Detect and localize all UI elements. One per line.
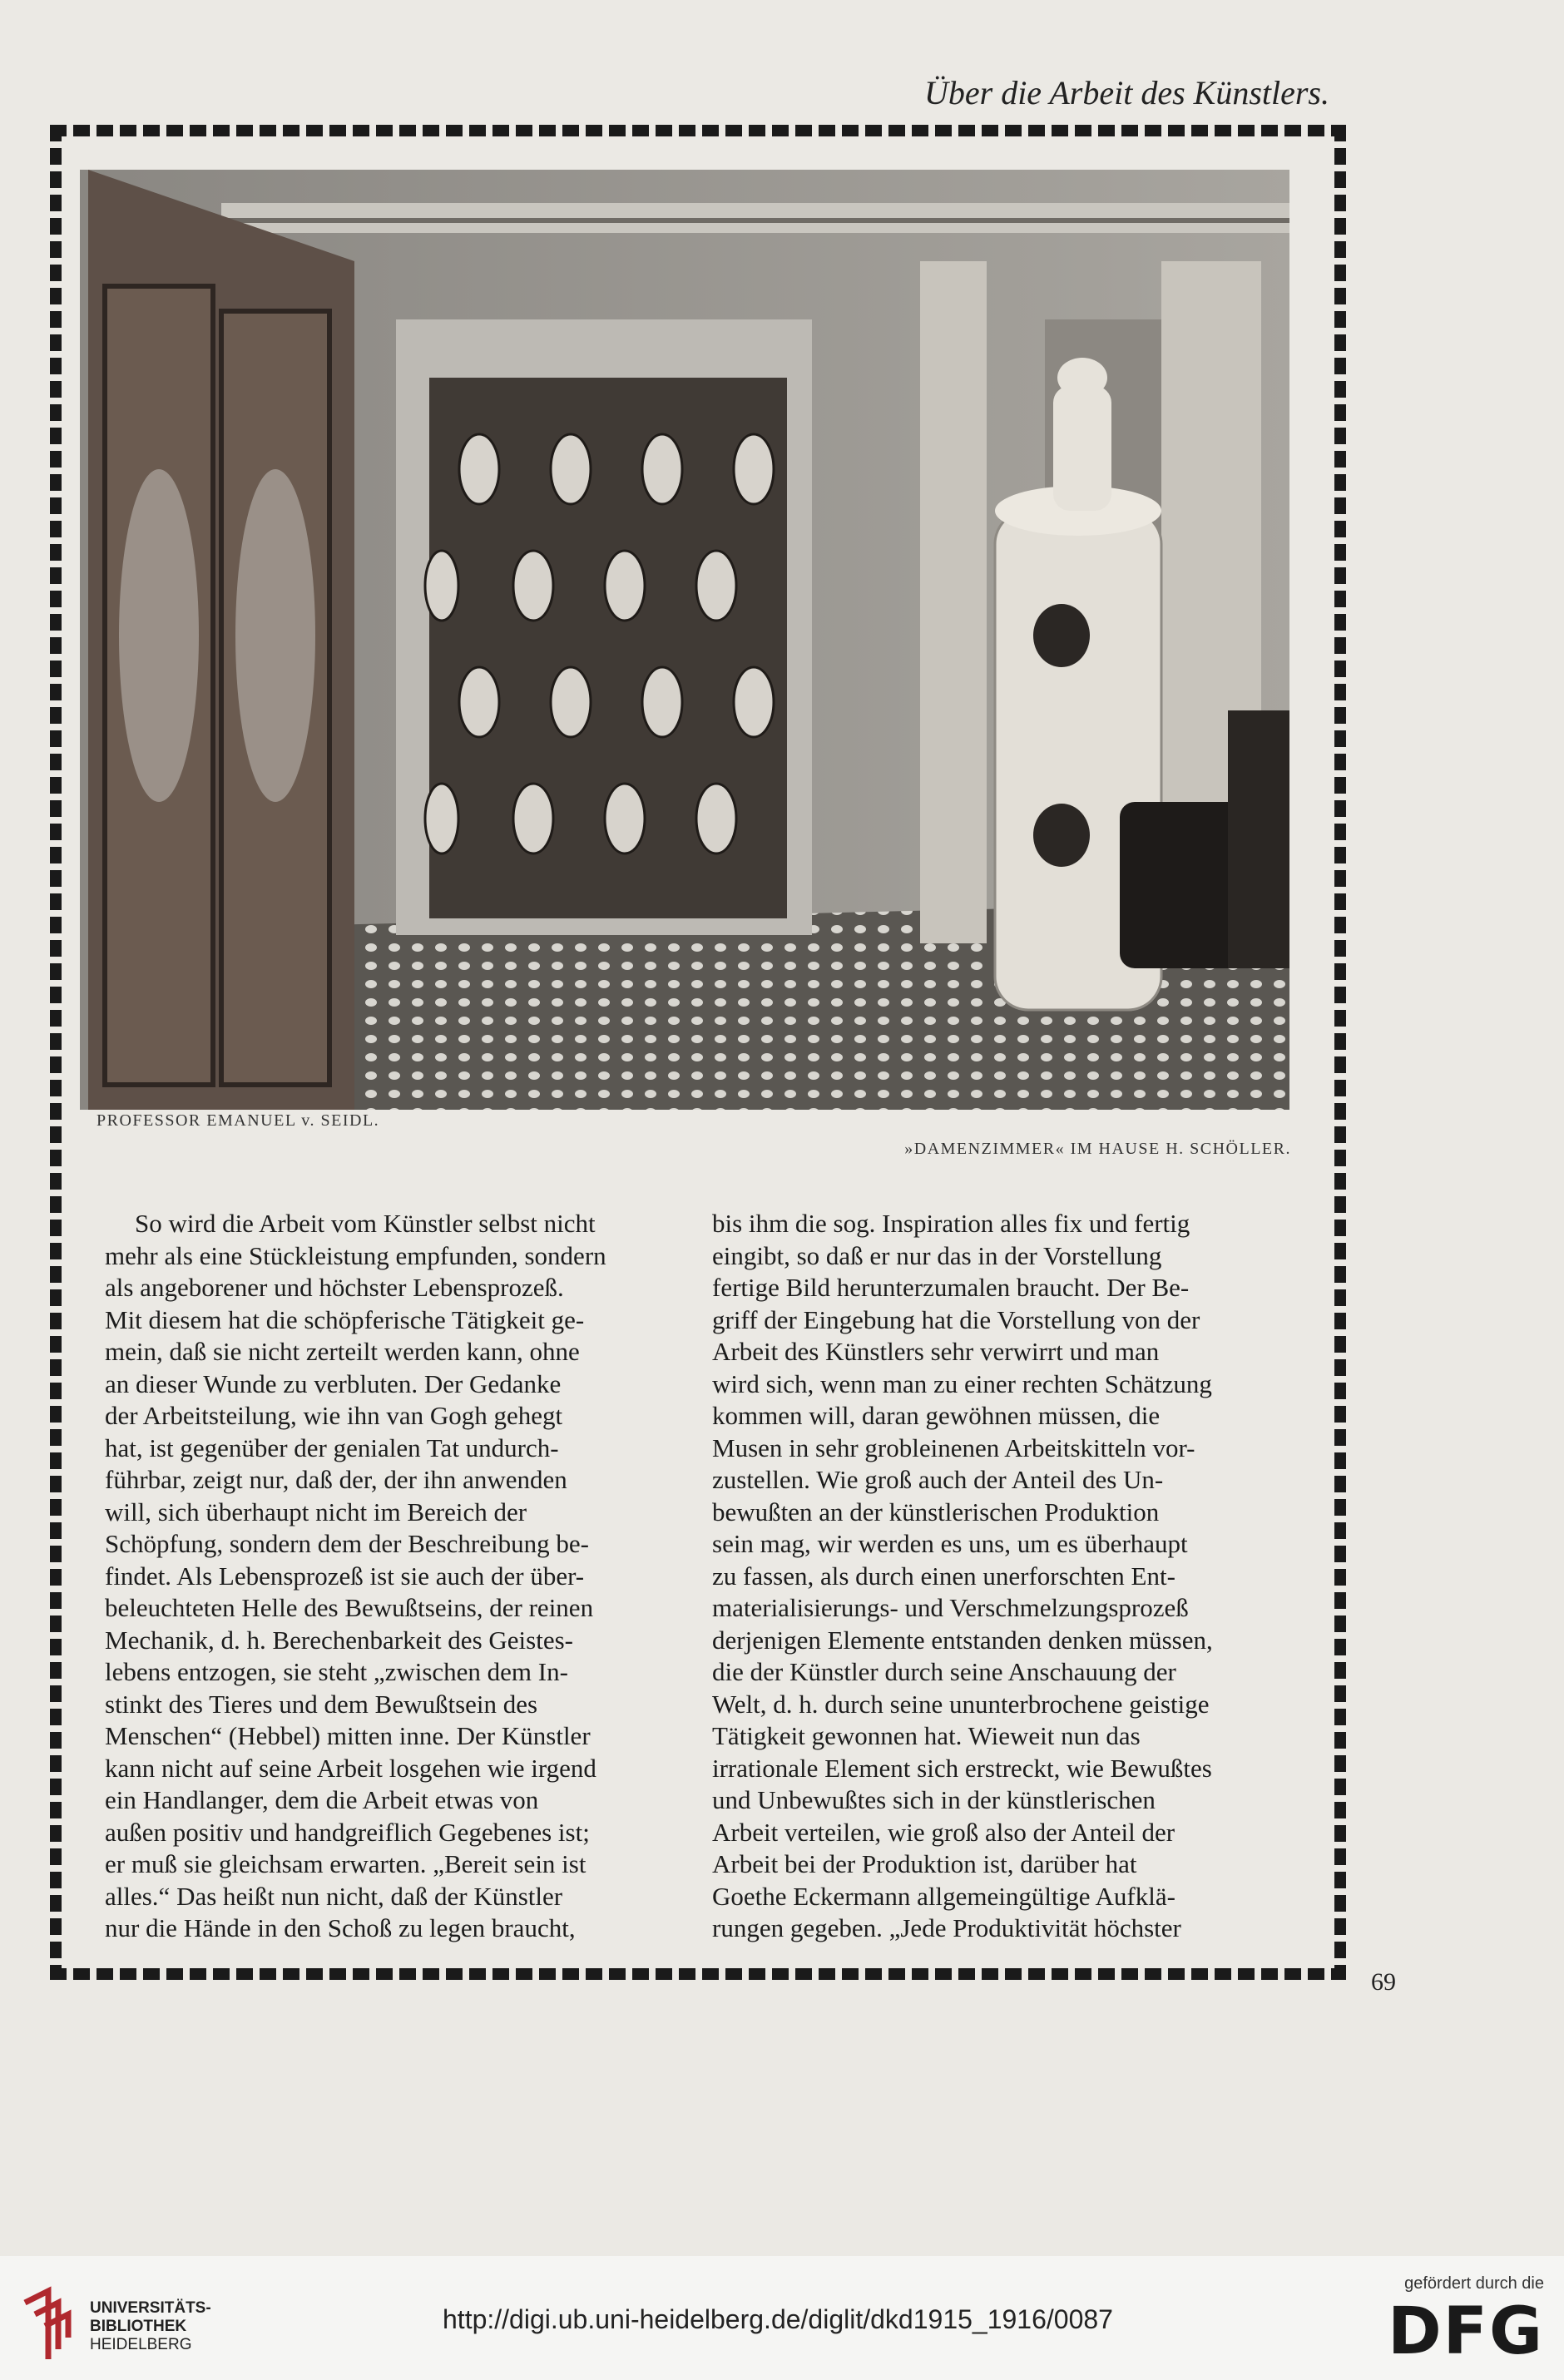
left-line-18: ein Handlanger, dem die Arbeit etwas von	[105, 1785, 539, 1814]
interior-photograph	[80, 170, 1289, 1110]
left-line-22: nur die Hände in den Schoß zu legen braucht,	[105, 1913, 576, 1942]
left-line-9: will, sich überhaupt nicht im Bereich der	[105, 1497, 527, 1526]
library-name-line-1: UNIVERSITÄTS-	[90, 2299, 211, 2317]
right-line-15: Welt, d. h. durch seine ununterbrochene geistige	[712, 1689, 1210, 1719]
photo-illustration	[80, 170, 1289, 1110]
library-name-line-3: HEIDELBERG	[90, 2336, 192, 2353]
page-number: 69	[1371, 1968, 1396, 1996]
left-line-8: führbar, zeigt nur, daß der, der ihn anwenden	[105, 1465, 567, 1494]
left-line-1: mehr als eine Stückleistung empfunden, sondern	[105, 1240, 606, 1270]
left-line-14: lebens entzogen, sie steht „zwischen dem In-	[105, 1657, 568, 1686]
left-line-11: findet. Als Lebensprozeß ist sie auch der über-	[105, 1561, 585, 1591]
library-name-line-2: BIBLIOTHEK	[90, 2318, 187, 2335]
right-line-3: griff der Eingebung hat die Vorstellung von der	[712, 1304, 1200, 1334]
left-line-20: er muß sie gleichsam erwarten. „Bereit sein ist	[105, 1849, 586, 1878]
left-line-12: beleuchteten Helle des Bewußtseins, der reinen	[105, 1593, 594, 1622]
frame-top-border	[50, 125, 1346, 136]
right-line-20: Arbeit bei der Produktion ist, darüber hat	[712, 1849, 1137, 1878]
frame-right-border	[1334, 125, 1346, 1980]
body-text-left-column	[105, 1208, 681, 1945]
body-text-right-column	[712, 1208, 1288, 1945]
left-line-2: als angeborener und höchster Lebensprozeß.	[105, 1273, 564, 1302]
library-name	[90, 2299, 211, 2354]
right-line-7: Musen in sehr grobleinenen Arbeitskitteln vor-	[712, 1432, 1195, 1462]
right-line-16: Tätigkeit gewonnen hat. Wieweit nun das	[712, 1721, 1141, 1750]
left-line-4: mein, daß sie nicht zerteilt werden kann, ohne	[105, 1337, 580, 1366]
permalink-url[interactable]: http://digi.ub.uni-heidelberg.de/diglit/dkd1915_1916/0087	[443, 2304, 1113, 2334]
left-line-3: Mit diesem hat die schöpferische Tätigkeit ge-	[105, 1304, 585, 1334]
left-line-16: Menschen“ (Hebbel) mitten inne. Der Künstler	[105, 1721, 591, 1750]
right-line-1: eingibt, so daß er nur das in der Vorstellung	[712, 1240, 1162, 1270]
left-line-10: Schöpfung, sondern dem der Beschreibung be-	[105, 1529, 589, 1558]
right-line-6: kommen will, daran gewöhnen müssen, die	[712, 1401, 1161, 1430]
viewer-footer	[0, 2256, 1564, 2380]
right-line-0: bis ihm die sog. Inspiration alles fix und fertig	[712, 1209, 1190, 1238]
left-line-15: stinkt des Tieres und dem Bewußtsein des	[105, 1689, 538, 1719]
frame-bottom-border	[50, 1968, 1346, 1980]
left-line-13: Mechanik, d. h. Berechenbarkeit des Geistes-	[105, 1625, 573, 1655]
left-line-6: der Arbeitsteilung, wie ihn van Gogh gehegt	[105, 1401, 563, 1430]
right-line-8: zustellen. Wie groß auch der Anteil des Un-	[712, 1465, 1164, 1494]
university-library-logo-icon[interactable]	[18, 2286, 75, 2366]
right-line-22: rungen gegeben. „Jede Produktivität höchster	[712, 1913, 1181, 1942]
frame-left-border	[50, 125, 62, 1980]
funder-label: gefördert durch die	[1404, 2274, 1544, 2293]
running-head: Über die Arbeit des Künstlers.	[923, 74, 1329, 111]
right-line-13: derjenigen Elemente entstanden denken müssen,	[712, 1625, 1213, 1655]
right-line-2: fertige Bild herunterzumalen braucht. Der Be-	[712, 1273, 1190, 1302]
right-line-14: die der Künstler durch seine Anschauung der	[712, 1657, 1176, 1686]
left-line-7: hat, ist gegenüber der genialen Tat undurch-	[105, 1432, 559, 1462]
photo-caption-right: »DAMENZIMMER« IM HAUSE H. SCHÖLLER.	[904, 1140, 1291, 1158]
right-line-4: Arbeit des Künstlers sehr verwirrt und man	[712, 1337, 1160, 1366]
right-line-9: bewußten an der künstlerischen Produktion	[712, 1497, 1160, 1526]
left-line-0: So wird die Arbeit vom Künstler selbst nicht	[135, 1209, 596, 1238]
funder-block	[1369, 2274, 1544, 2369]
right-line-10: sein mag, wir werden es uns, um es überhaupt	[712, 1529, 1188, 1558]
right-line-12: materialisierungs- und Verschmelzungsprozeß	[712, 1593, 1189, 1622]
left-line-19: außen positiv und handgreiflich Gegebenes ist;	[105, 1817, 590, 1847]
left-line-5: an dieser Wunde zu verbluten. Der Gedanke	[105, 1368, 562, 1398]
right-line-21: Goethe Eckermann allgemeingültige Aufklä-	[712, 1881, 1175, 1911]
right-line-11: zu fassen, als durch einen unerforschten Ent-	[712, 1561, 1175, 1591]
left-line-17: kann nicht auf seine Arbeit losgehen wie irgend	[105, 1753, 596, 1783]
left-line-21: alles.“ Das heißt nun nicht, daß der Künstler	[105, 1881, 563, 1911]
dfg-logo-icon[interactable]: DFG	[1387, 2294, 1544, 2369]
photo-caption-left: PROFESSOR EMANUEL v. SEIDL.	[97, 1111, 380, 1130]
right-line-17: irrationale Element sich erstreckt, wie Bewußtes	[712, 1753, 1212, 1783]
right-line-5: wird sich, wenn man zu einer rechten Schätzung	[712, 1368, 1212, 1398]
right-line-19: Arbeit verteilen, wie groß also der Anteil der	[712, 1817, 1175, 1847]
right-line-18: und Unbewußtes sich in der künstlerischen	[712, 1785, 1156, 1814]
